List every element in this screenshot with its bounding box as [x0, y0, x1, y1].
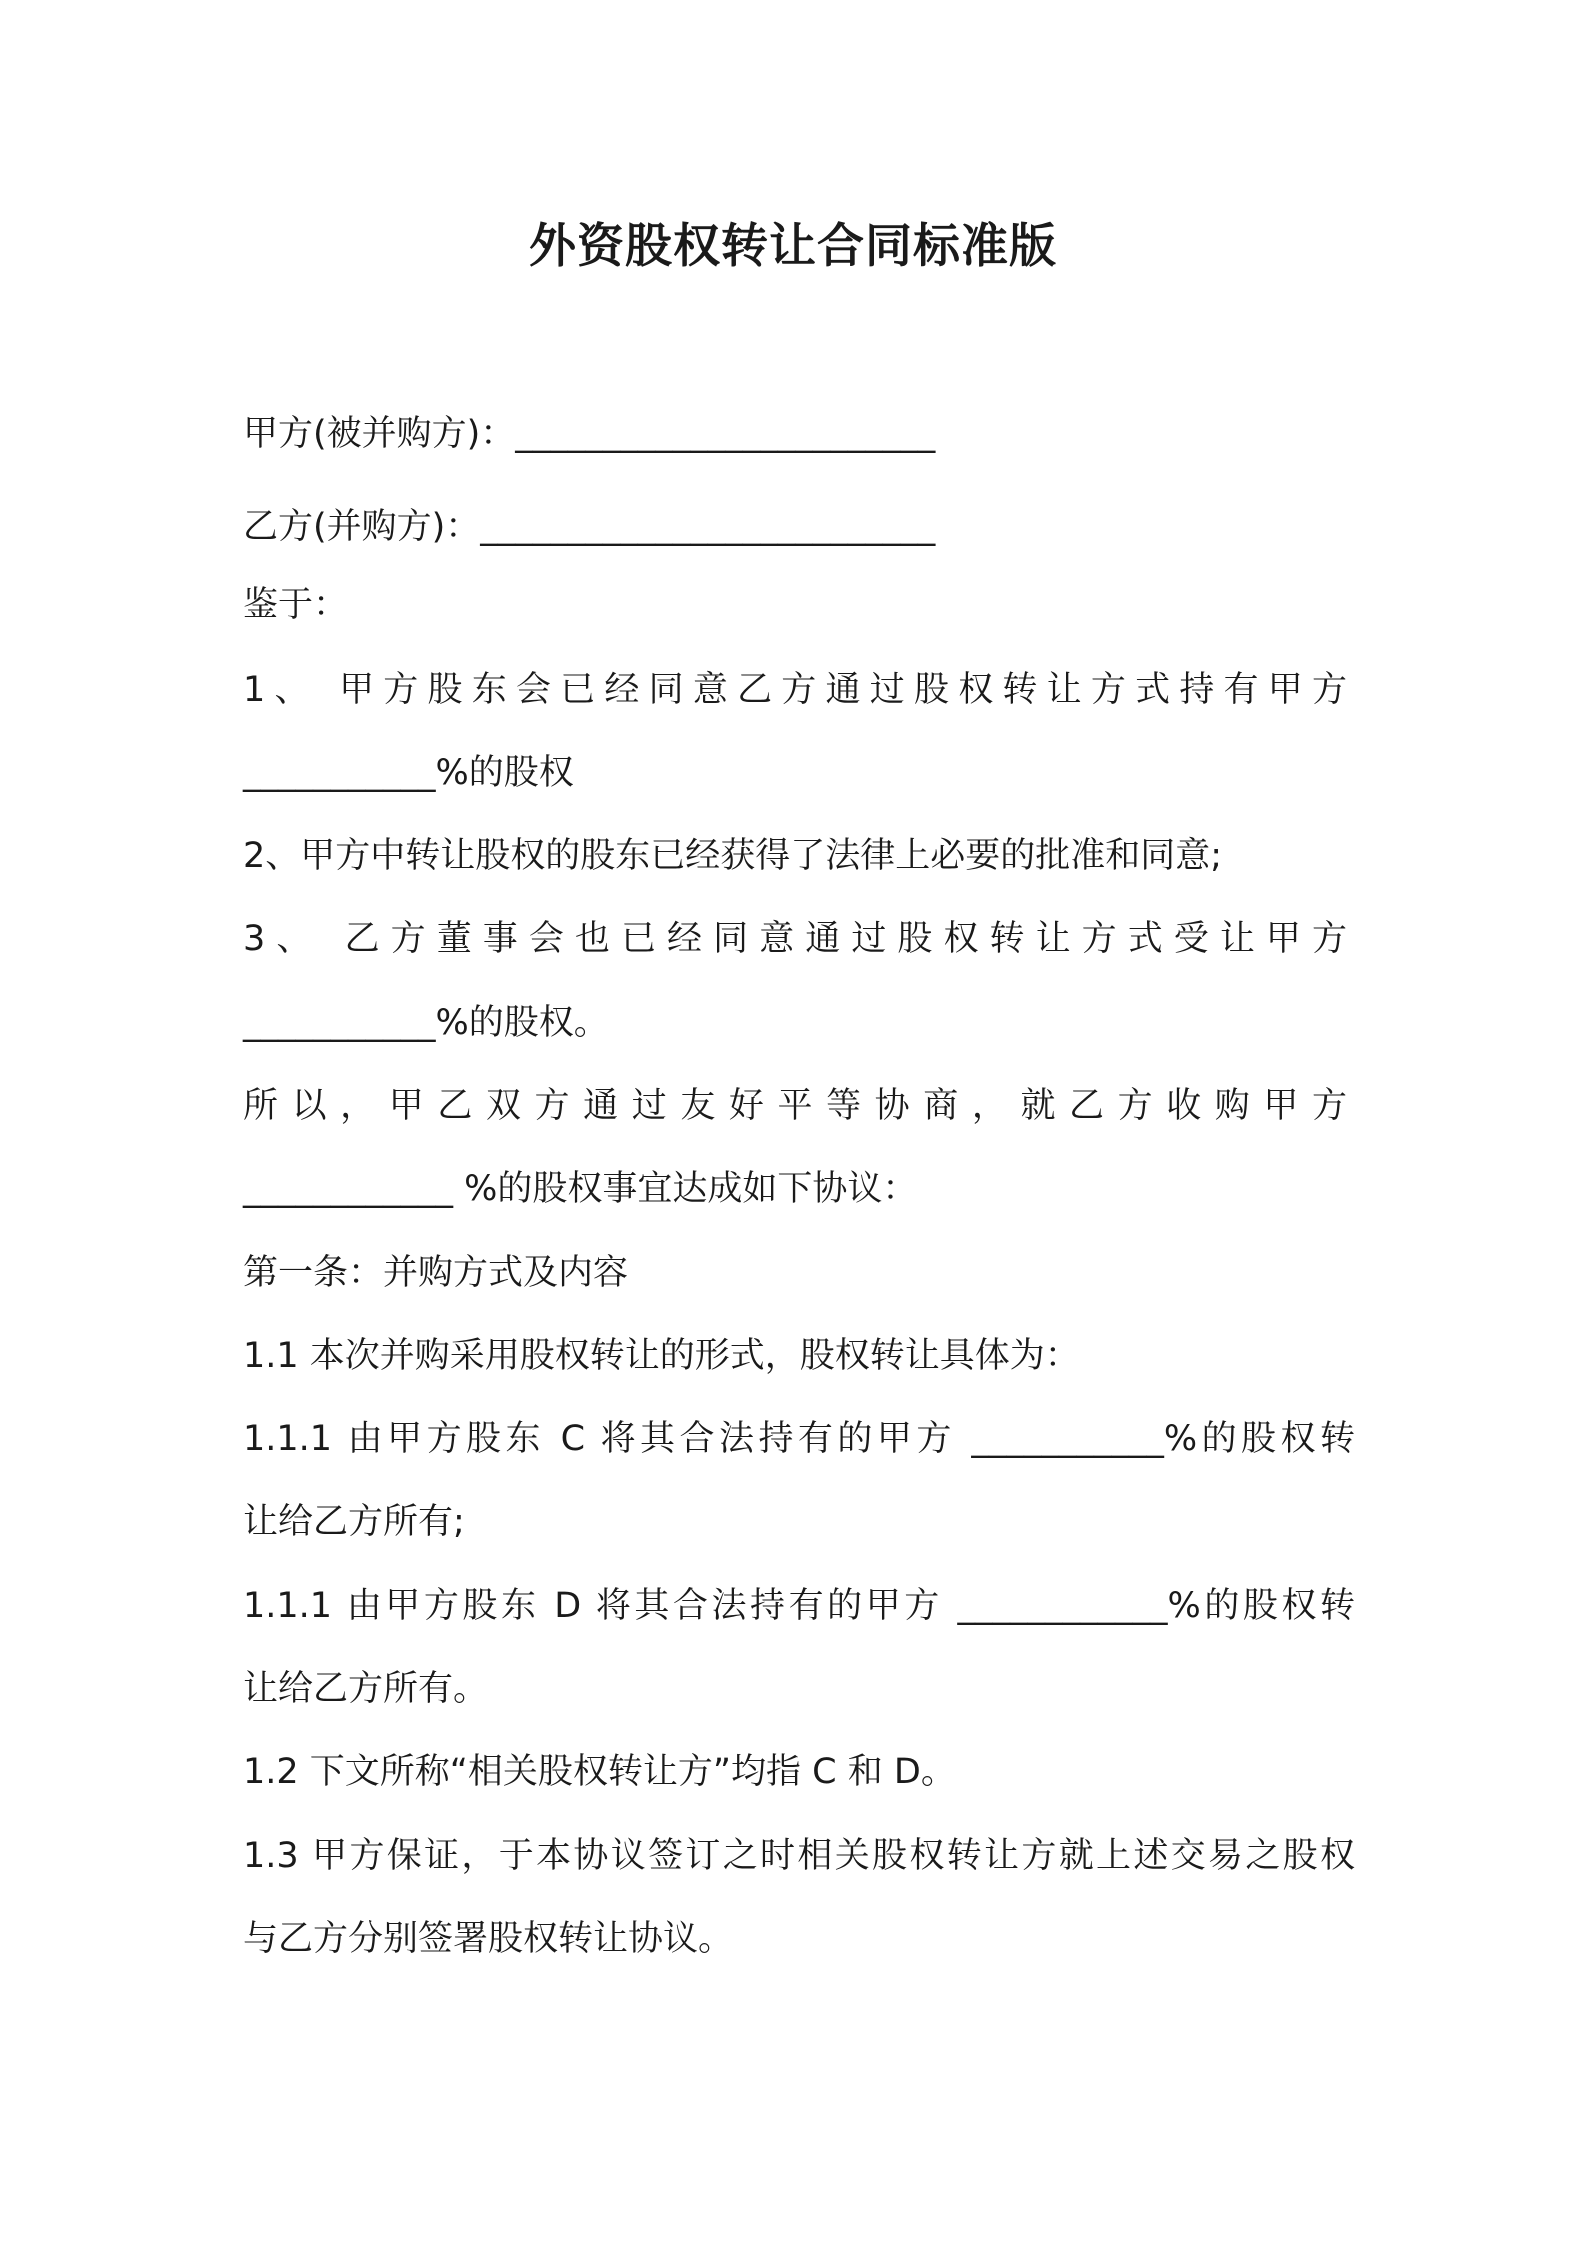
clause-1-3-line-1: 1.3 甲方保证，于本协议签订之时相关股权转让方就上述交易之股权 — [243, 1836, 1355, 1876]
recital-3-line-1: 3、 乙方董事会也已经同意通过股权转让方式受让甲方 — [243, 919, 1355, 959]
recital-1-line-1: 1、 甲方股东会已经同意乙方通过股权转让方式持有甲方 — [243, 670, 1355, 710]
recital-2: 2、甲方中转让股权的股东已经获得了法律上必要的批准和同意; — [243, 836, 1223, 876]
article-1-heading: 第一条：并购方式及内容 — [243, 1253, 629, 1293]
clause-1-1-1-d-line-2: 让给乙方所有。 — [243, 1669, 489, 1709]
clause-1-1-1-c-line-2: 让给乙方所有; — [243, 1502, 465, 1542]
whereas-heading: 鉴于： — [243, 585, 349, 625]
clause-1-1-1-d-line-1: 1.1.1 由甲方股东 D 将其合法持有的甲方 ____________%的股权转 — [243, 1586, 1355, 1626]
document-title: 外资股权转让合同标准版 — [529, 219, 1057, 274]
recital-1-line-2: ___________%的股权 — [243, 753, 574, 793]
agreement-intro-line-1: 所以，甲乙双方通过友好平等协商，就乙方收购甲方 — [243, 1086, 1355, 1126]
clause-1-3-line-2: 与乙方分别签署股权转让协议。 — [243, 1919, 734, 1959]
party-b-line: 乙方(并购方)：__________________________ — [243, 507, 936, 547]
clause-1-1-1-c-line-1: 1.1.1 由甲方股东 C 将其合法持有的甲方 ___________%的股权转 — [243, 1419, 1355, 1459]
clause-1-2: 1.2 下文所称“相关股权转让方”均指 C 和 D。 — [243, 1752, 956, 1792]
agreement-intro-line-2: ____________ %的股权事宜达成如下协议： — [243, 1169, 918, 1209]
clause-1-1: 1.1 本次并购采用股权转让的形式，股权转让具体为： — [243, 1336, 1080, 1376]
recital-3-line-2: ___________%的股权。 — [243, 1003, 609, 1043]
party-a-line: 甲方(被并购方)：________________________ — [243, 414, 936, 454]
